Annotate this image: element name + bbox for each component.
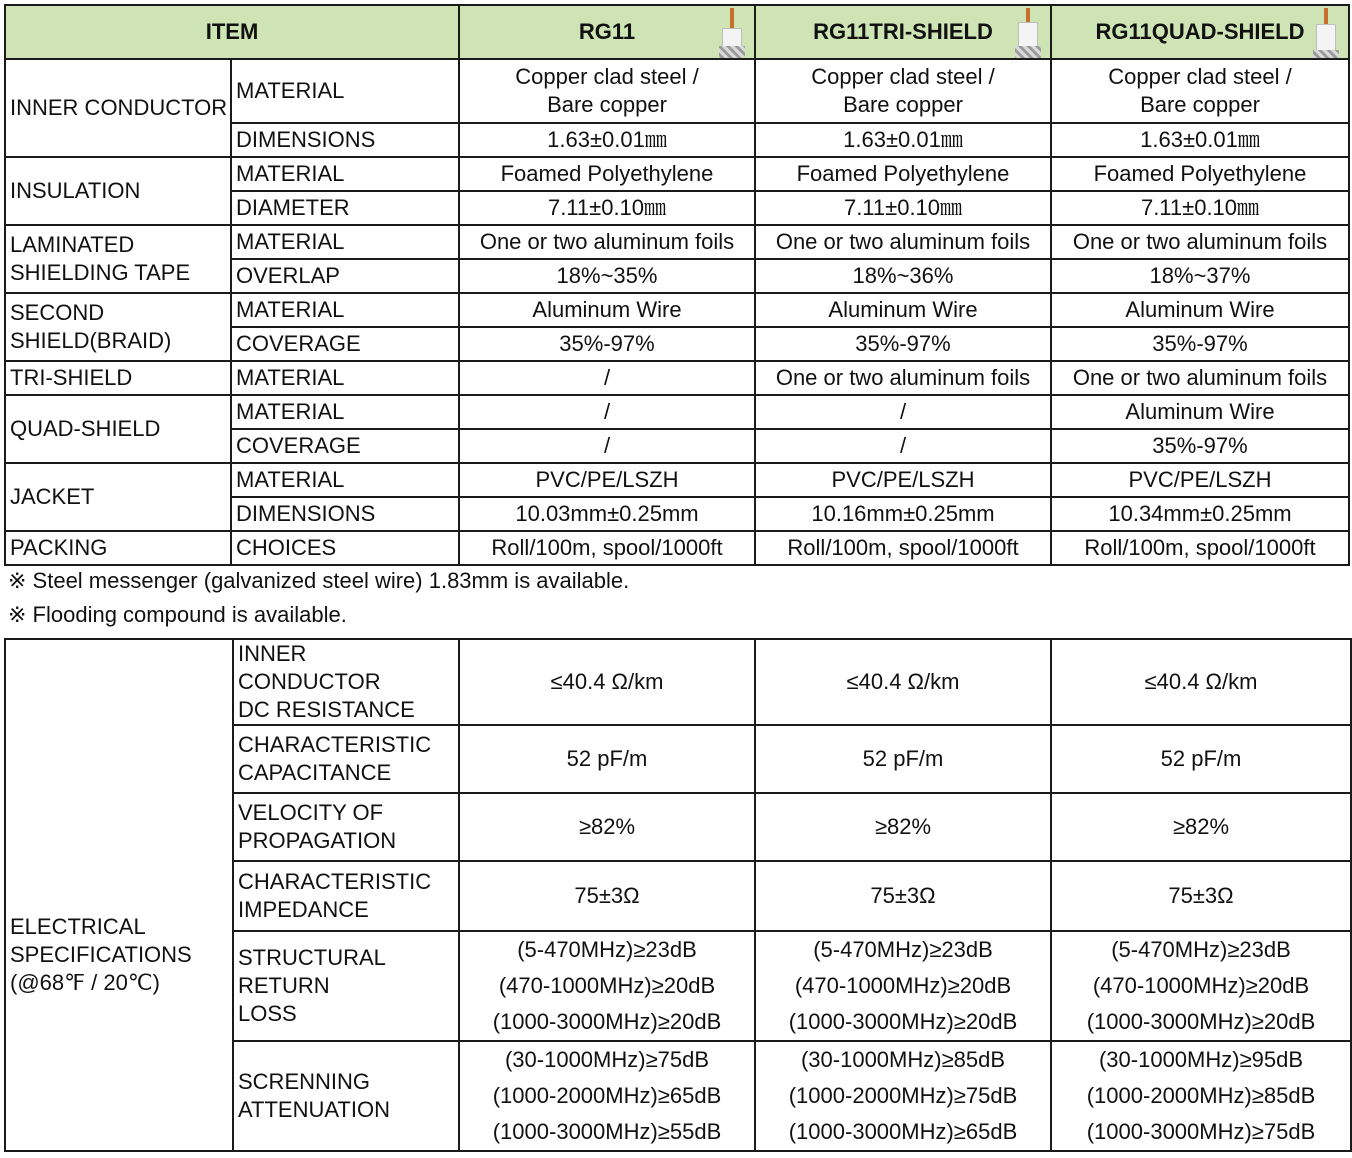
value-cell: 52 pF/m xyxy=(755,725,1051,793)
electrical-spec-table xyxy=(4,638,1352,1152)
value-cell: Aluminum Wire xyxy=(755,293,1051,327)
row-label: DIMENSIONS xyxy=(231,497,459,531)
group-second-shield: SECOND SHIELD(BRAID) xyxy=(5,293,231,361)
group-tri-shield: TRI-SHIELD xyxy=(5,361,231,395)
value-cell: Foamed Polyethylene xyxy=(459,157,755,191)
value-cell: ≥82% xyxy=(755,793,1051,861)
group-inner-conductor: INNER CONDUCTOR xyxy=(5,59,231,157)
row-label: MATERIAL xyxy=(231,225,459,259)
value-cell: 75±3Ω xyxy=(755,861,1051,931)
value-cell: Copper clad steel / Bare copper xyxy=(459,59,755,123)
table-row xyxy=(5,157,1349,191)
value-cell: (30-1000MHz)≥85dB (1000-2000MHz)≥75dB (1000-3000MHz)≥65dB xyxy=(755,1041,1051,1151)
row-label: STRUCTURAL RETURN LOSS xyxy=(233,931,459,1041)
product-name: RG11 xyxy=(578,19,636,44)
header-row xyxy=(5,5,1349,59)
row-label: MATERIAL xyxy=(231,463,459,497)
row-label: COVERAGE xyxy=(231,429,459,463)
value-cell: 75±3Ω xyxy=(1051,861,1351,931)
value-cell: 7.11±0.10㎜ xyxy=(1051,191,1349,225)
table-row xyxy=(5,531,1349,565)
value-cell: 35%-97% xyxy=(459,327,755,361)
product-header-rg11 xyxy=(459,5,755,59)
value-cell: ≥82% xyxy=(459,793,755,861)
value-cell: 35%-97% xyxy=(1051,327,1349,361)
value-cell: / xyxy=(459,429,755,463)
table-row xyxy=(5,395,1349,429)
value-cell: 18%~36% xyxy=(755,259,1051,293)
product-name: RG11QUAD-SHIELD xyxy=(1095,19,1305,44)
value-cell: (5-470MHz)≥23dB (470-1000MHz)≥20dB (1000-3000MHz)≥20dB xyxy=(1051,931,1351,1041)
value-cell: One or two aluminum foils xyxy=(459,225,755,259)
value-cell: / xyxy=(459,395,755,429)
value-cell: 1.63±0.01㎜ xyxy=(1051,123,1349,157)
group-laminated-tape: LAMINATED SHIELDING TAPE xyxy=(5,225,231,293)
group-electrical: ELECTRICAL SPECIFICATIONS (@68℉ / 20℃) xyxy=(5,639,233,1151)
value-cell: One or two aluminum foils xyxy=(1051,361,1349,395)
row-label: MATERIAL xyxy=(231,157,459,191)
group-insulation: INSULATION xyxy=(5,157,231,225)
value-cell: 10.03mm±0.25mm xyxy=(459,497,755,531)
row-label: MATERIAL xyxy=(231,293,459,327)
product-header-rg11-quad xyxy=(1051,5,1349,59)
note-flooding-compound: ※ Flooding compound is available. xyxy=(8,602,347,627)
row-label: CHOICES xyxy=(231,531,459,565)
value-cell: 52 pF/m xyxy=(459,725,755,793)
value-cell: Foamed Polyethylene xyxy=(755,157,1051,191)
value-cell: / xyxy=(459,361,755,395)
value-cell: ≥82% xyxy=(1051,793,1351,861)
product-header-rg11-tri xyxy=(755,5,1051,59)
value-cell: Aluminum Wire xyxy=(1051,293,1349,327)
notes xyxy=(8,564,1348,632)
value-cell: Copper clad steel / Bare copper xyxy=(755,59,1051,123)
row-label: MATERIAL xyxy=(231,59,459,123)
row-label: DIMENSIONS xyxy=(231,123,459,157)
value-cell: 35%-97% xyxy=(755,327,1051,361)
value-cell: PVC/PE/LSZH xyxy=(459,463,755,497)
product-name: RG11TRI-SHIELD xyxy=(813,19,993,44)
value-cell: / xyxy=(755,429,1051,463)
value-cell: / xyxy=(755,395,1051,429)
value-cell: Roll/100m, spool/1000ft xyxy=(755,531,1051,565)
value-cell: 1.63±0.01㎜ xyxy=(459,123,755,157)
group-quad-shield: QUAD-SHIELD xyxy=(5,395,231,463)
row-label: INNER CONDUCTOR DC RESISTANCE xyxy=(233,639,459,725)
row-label: MATERIAL xyxy=(231,395,459,429)
coaxial-cable-icon xyxy=(716,6,748,59)
value-cell: One or two aluminum foils xyxy=(1051,225,1349,259)
table-row xyxy=(5,463,1349,497)
item-header: ITEM xyxy=(5,5,459,59)
value-cell: Aluminum Wire xyxy=(459,293,755,327)
value-cell: 10.34mm±0.25mm xyxy=(1051,497,1349,531)
row-label: CHARACTERISTIC IMPEDANCE xyxy=(233,861,459,931)
table-row xyxy=(5,293,1349,327)
value-cell: ≤40.4 Ω/km xyxy=(1051,639,1351,725)
value-cell: 7.11±0.10㎜ xyxy=(459,191,755,225)
value-cell: Copper clad steel / Bare copper xyxy=(1051,59,1349,123)
value-cell: (30-1000MHz)≥75dB (1000-2000MHz)≥65dB (1000-3000MHz)≥55dB xyxy=(459,1041,755,1151)
coaxial-cable-icon xyxy=(1310,6,1342,59)
value-cell: 35%-97% xyxy=(1051,429,1349,463)
value-cell: PVC/PE/LSZH xyxy=(1051,463,1349,497)
row-label: COVERAGE xyxy=(231,327,459,361)
row-label: VELOCITY OF PROPAGATION xyxy=(233,793,459,861)
row-label: DIAMETER xyxy=(231,191,459,225)
value-cell: Foamed Polyethylene xyxy=(1051,157,1349,191)
value-cell: 18%~35% xyxy=(459,259,755,293)
note-steel-messenger: ※ Steel messenger (galvanized steel wire) 1.83mm is available. xyxy=(8,568,630,593)
value-cell: Roll/100m, spool/1000ft xyxy=(459,531,755,565)
table-row xyxy=(5,361,1349,395)
value-cell: ≤40.4 Ω/km xyxy=(755,639,1051,725)
row-label: OVERLAP xyxy=(231,259,459,293)
value-cell: One or two aluminum foils xyxy=(755,225,1051,259)
value-cell: One or two aluminum foils xyxy=(755,361,1051,395)
value-cell: (30-1000MHz)≥95dB (1000-2000MHz)≥85dB (1000-3000MHz)≥75dB xyxy=(1051,1041,1351,1151)
value-cell: PVC/PE/LSZH xyxy=(755,463,1051,497)
row-label: MATERIAL xyxy=(231,361,459,395)
group-packing: PACKING xyxy=(5,531,231,565)
value-cell: Roll/100m, spool/1000ft xyxy=(1051,531,1349,565)
value-cell: (5-470MHz)≥23dB (470-1000MHz)≥20dB (1000-3000MHz)≥20dB xyxy=(459,931,755,1041)
table-row xyxy=(5,639,1351,725)
row-label: CHARACTERISTIC CAPACITANCE xyxy=(233,725,459,793)
row-label: SCRENNING ATTENUATION xyxy=(233,1041,459,1151)
value-cell: 75±3Ω xyxy=(459,861,755,931)
value-cell: 1.63±0.01㎜ xyxy=(755,123,1051,157)
value-cell: 7.11±0.10㎜ xyxy=(755,191,1051,225)
value-cell: ≤40.4 Ω/km xyxy=(459,639,755,725)
value-cell: (5-470MHz)≥23dB (470-1000MHz)≥20dB (1000-3000MHz)≥20dB xyxy=(755,931,1051,1041)
table-row xyxy=(5,225,1349,259)
value-cell: Aluminum Wire xyxy=(1051,395,1349,429)
coaxial-cable-icon xyxy=(1012,6,1044,59)
value-cell: 18%~37% xyxy=(1051,259,1349,293)
table-row xyxy=(5,59,1349,123)
value-cell: 10.16mm±0.25mm xyxy=(755,497,1051,531)
group-jacket: JACKET xyxy=(5,463,231,531)
value-cell: 52 pF/m xyxy=(1051,725,1351,793)
cable-spec-table xyxy=(4,4,1350,566)
